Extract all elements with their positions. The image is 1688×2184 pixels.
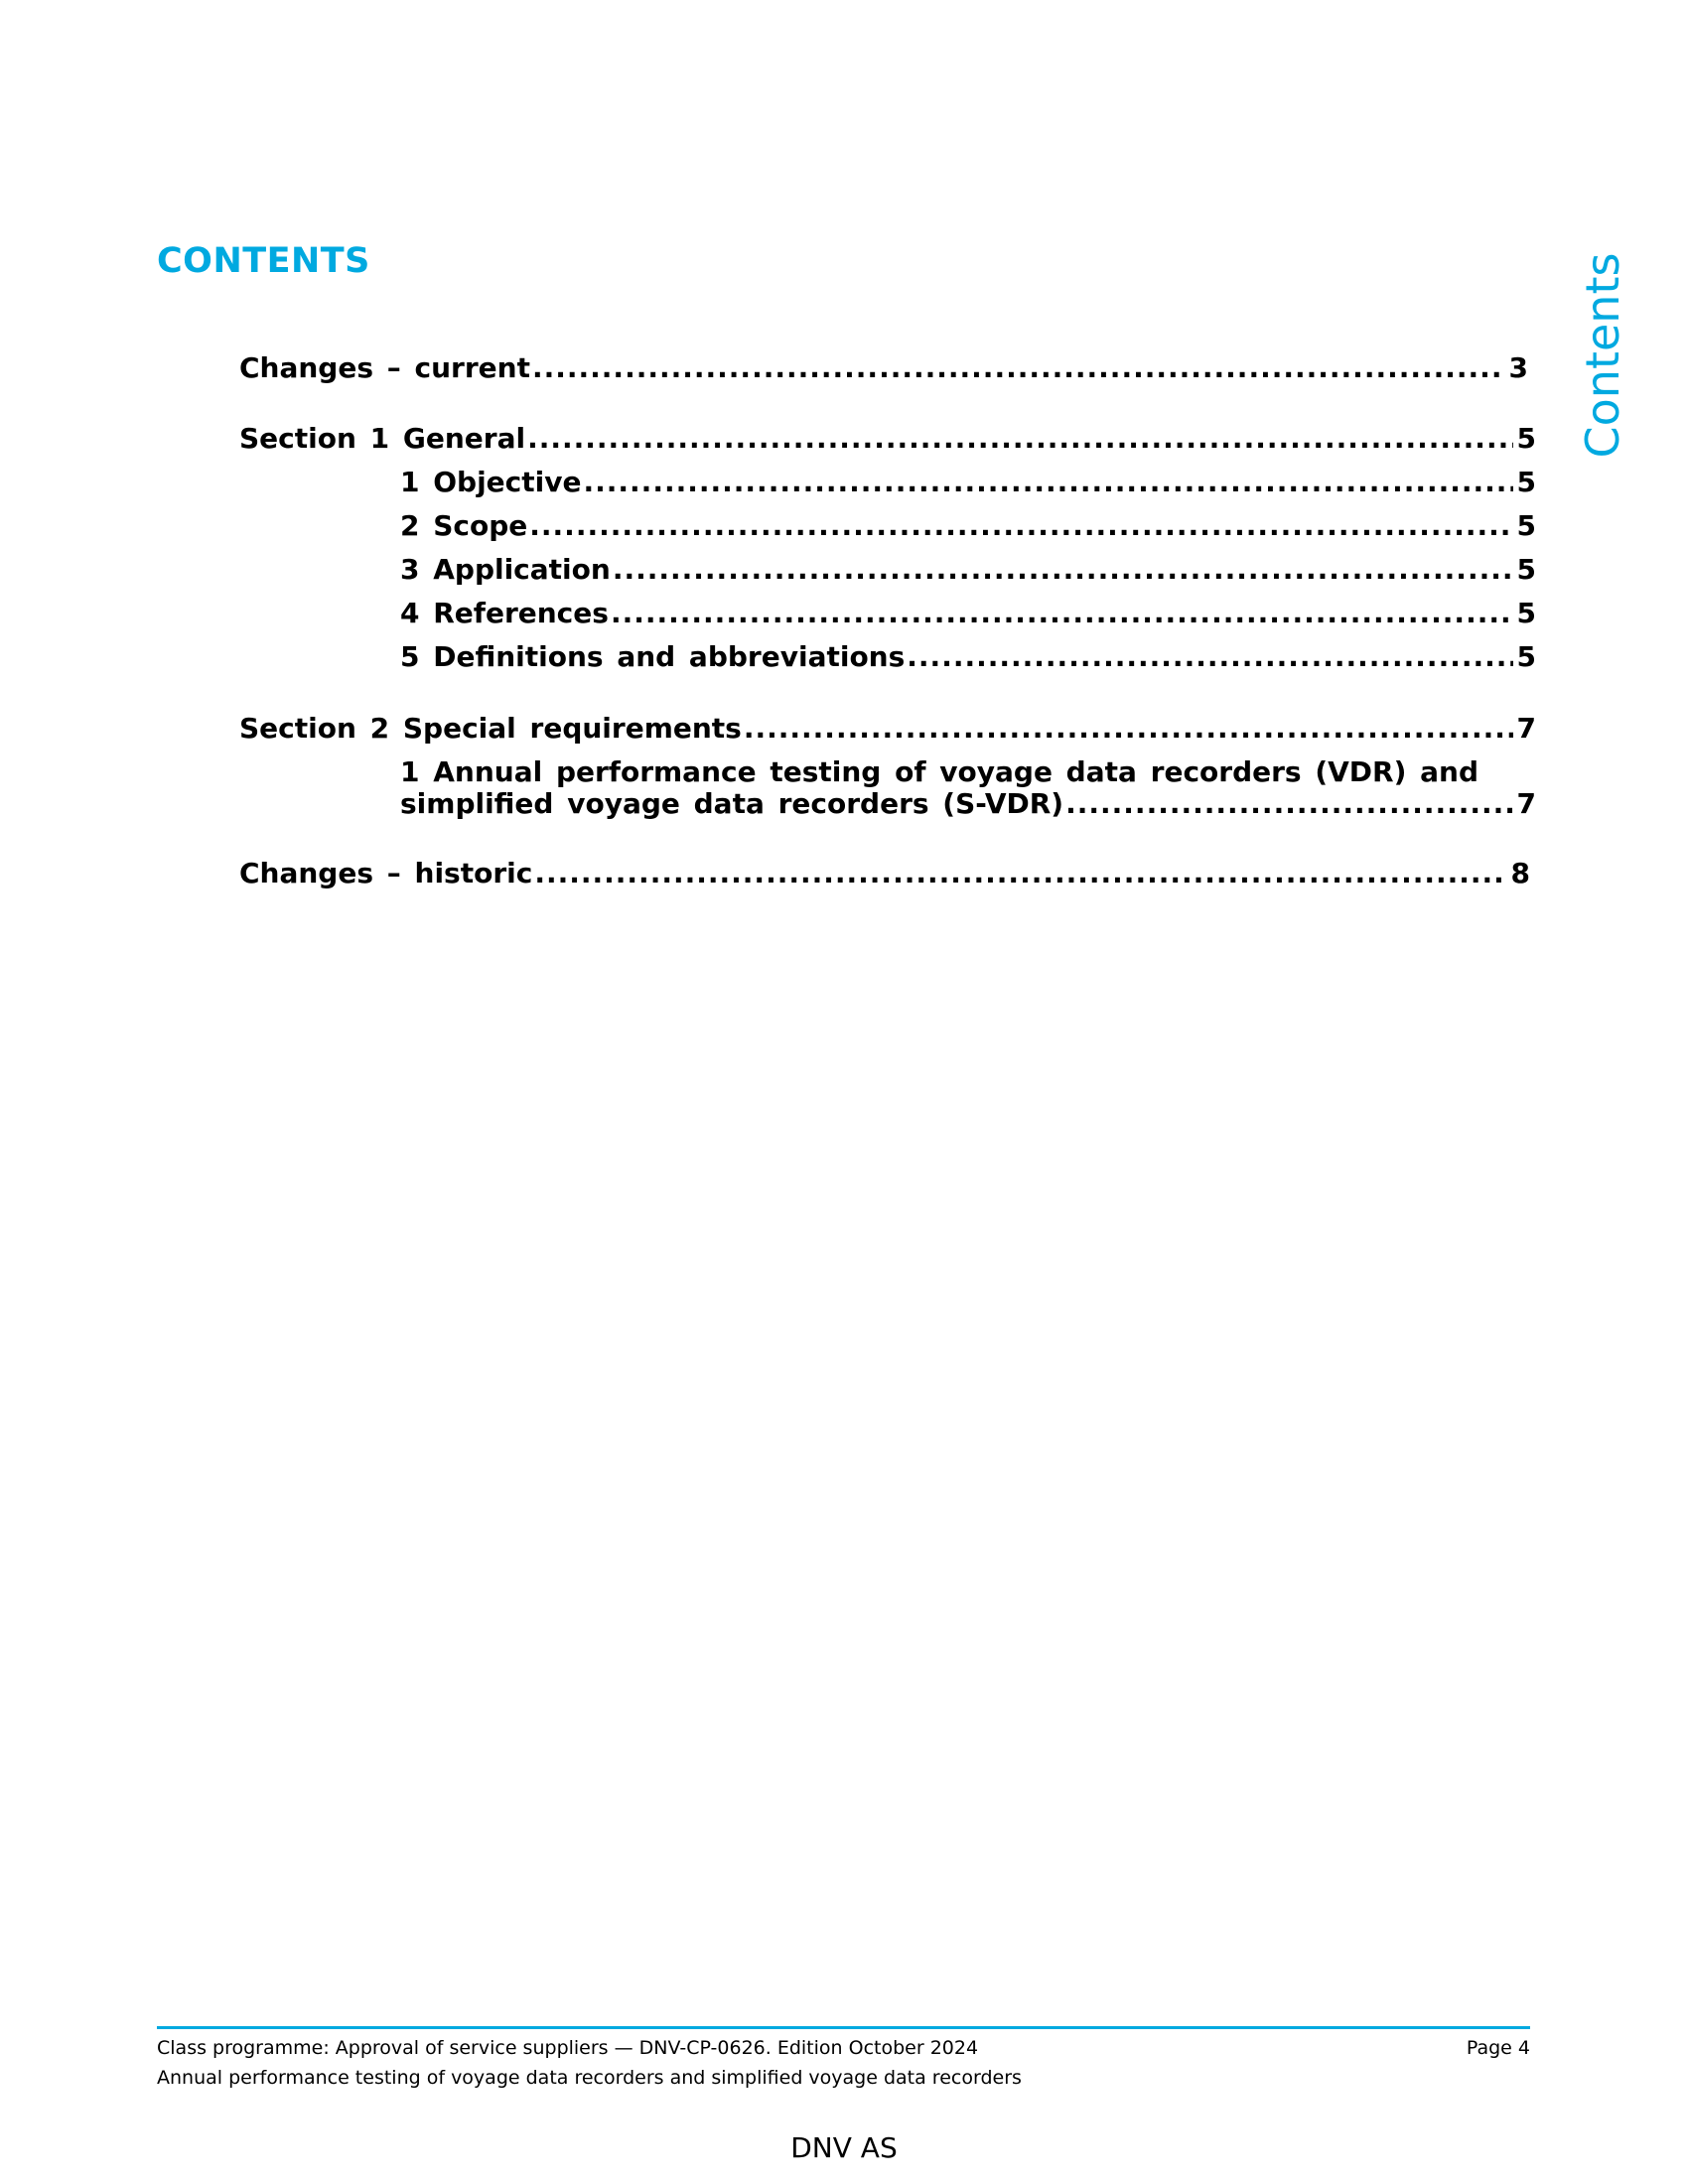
- toc-entry-page: 7: [1516, 787, 1536, 820]
- toc-entry-title: Section 2 Special requirements: [239, 712, 742, 745]
- side-tab-text: Contents: [1576, 252, 1629, 458]
- toc-entry-changes-historic[interactable]: [239, 858, 1530, 889]
- toc-entry-page: 5: [1516, 597, 1536, 629]
- toc-entry-title: Section 1 General: [239, 422, 526, 455]
- toc-entry-changes-current[interactable]: [239, 352, 1528, 384]
- toc-entry-page: 3: [1508, 351, 1528, 384]
- toc-entry-section-2[interactable]: [239, 713, 1536, 745]
- toc-entry-title: 5 Definitions and abbreviations: [400, 640, 906, 673]
- toc-entry-title: 4 References: [400, 597, 609, 629]
- toc-entry-page: 5: [1516, 509, 1536, 542]
- footer-document-subtitle: Annual performance testing of voyage data recorders and simplified voyage data recorders: [157, 2067, 1022, 2089]
- toc-entry-references[interactable]: [400, 598, 1536, 629]
- toc-entry-annual-performance-testing[interactable]: [400, 756, 1536, 820]
- toc-entry-application[interactable]: [400, 554, 1536, 586]
- toc-leader-dots: [611, 598, 1513, 629]
- toc-entry-title: 2 Scope: [400, 509, 528, 542]
- toc-entry-page: 5: [1516, 422, 1536, 455]
- footer-publisher: DNV AS: [790, 2131, 898, 2164]
- toc-entry-objective[interactable]: [400, 467, 1536, 498]
- toc-entry-title: 3 Application: [400, 553, 611, 586]
- toc-entry-definitions[interactable]: [400, 641, 1536, 673]
- toc-entry-page: 5: [1516, 640, 1536, 673]
- side-tab-label: [1575, 253, 1630, 457]
- toc-leader-dots: [907, 641, 1512, 673]
- toc-entry-title-line1: 1 Annual performance testing of voyage data recorders (VDR) and: [400, 755, 1479, 788]
- toc-leader-dots: [534, 858, 1506, 889]
- toc-entry-page: 7: [1516, 712, 1536, 745]
- toc-entry-page: 8: [1510, 857, 1530, 889]
- toc-entry-title: Changes – historic: [239, 857, 533, 889]
- toc-entry-line2: [400, 788, 1536, 820]
- toc-entry-title-line2: simplified voyage data recorders (S-VDR): [400, 787, 1064, 820]
- footer-document-title: Class programme: Approval of service suppliers — DNV-CP-0626. Edition October 2024: [157, 2037, 979, 2059]
- footer-divider: [157, 2026, 1530, 2029]
- toc-leader-dots: [1065, 788, 1514, 820]
- toc-entry-title: Changes – current: [239, 351, 530, 384]
- toc-entry-page: 5: [1516, 466, 1536, 498]
- toc-leader-dots: [529, 510, 1512, 542]
- toc-entry-page: 5: [1516, 553, 1536, 586]
- footer-page-number: Page 4: [1466, 2037, 1530, 2059]
- toc-entry-title: 1 Objective: [400, 466, 582, 498]
- toc-entry-scope[interactable]: [400, 510, 1536, 542]
- page-title: CONTENTS: [157, 241, 370, 281]
- toc-entry-section-1[interactable]: [239, 423, 1536, 455]
- toc-leader-dots: [744, 713, 1513, 745]
- toc-leader-dots: [527, 423, 1512, 455]
- toc-leader-dots: [613, 554, 1513, 586]
- toc-leader-dots: [584, 467, 1513, 498]
- toc-leader-dots: [532, 352, 1505, 384]
